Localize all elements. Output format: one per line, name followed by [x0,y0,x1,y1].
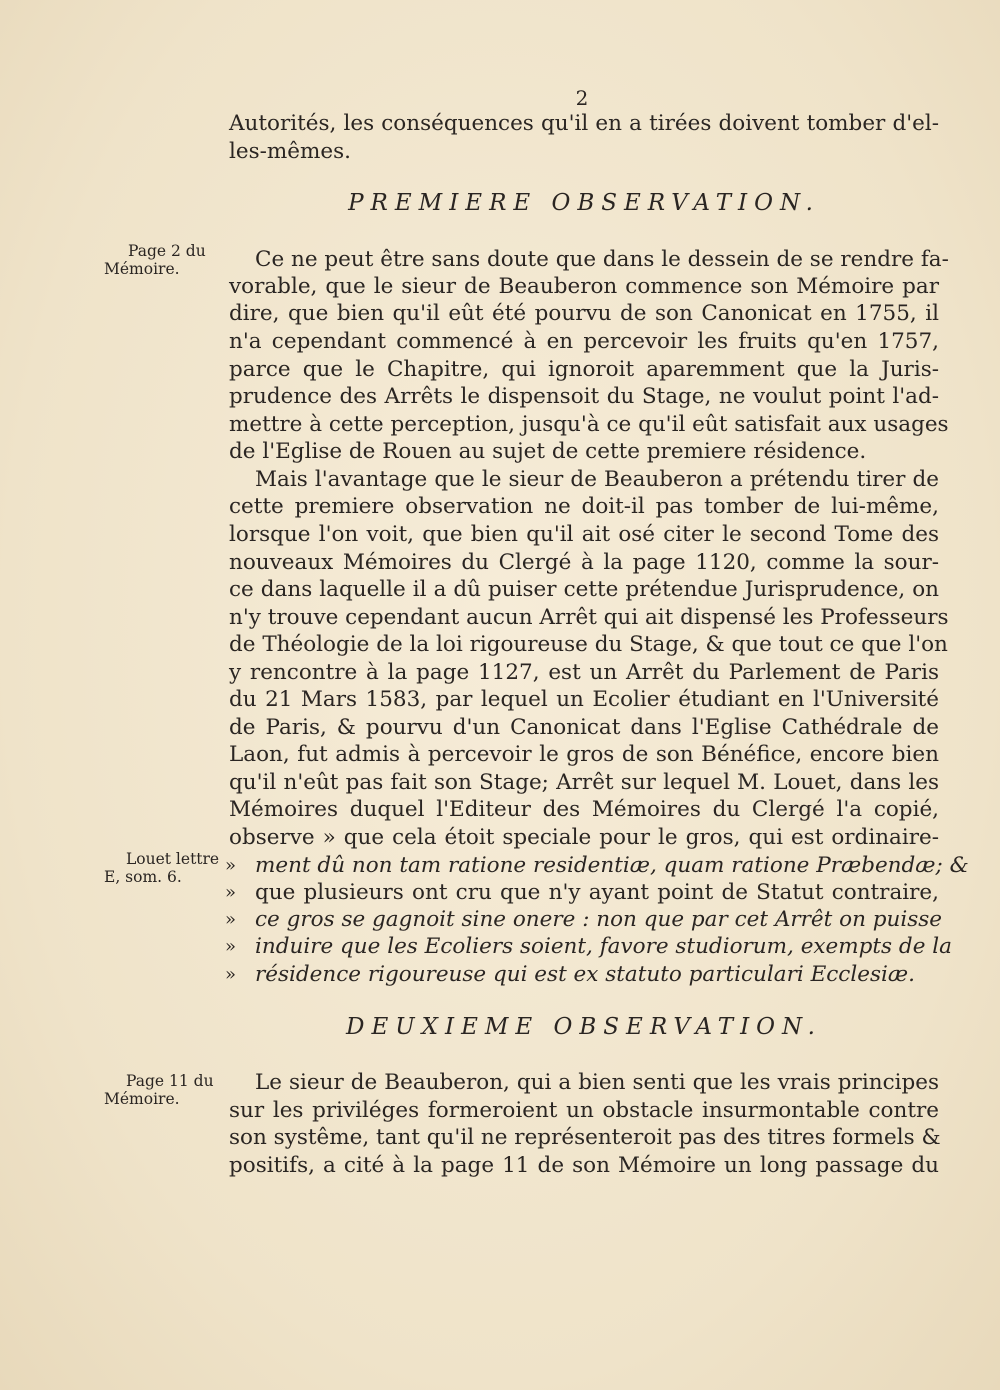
paragraph3-line-4: positifs, a cité à la page 11 de son Mémoire un long passage du [229,1153,939,1178]
paragraph2-line-13: Mémoires duquel l'Editeur des Mémoires du Clergé l'a copié, [229,797,939,822]
page-number: 2 [575,86,589,110]
paragraph1-line-1: Ce ne peut être sans doute que dans le dessein de se rendre fa- [255,247,949,272]
paragraph2-line-2: cette premiere observation ne doit-il pas tomber de lui-même, [229,494,939,519]
margin-note-page-11 [104,1072,224,1108]
paragraph1-line-7: mettre à cette perception, jusqu'à ce qu'il eût satisfait aux usages [229,412,949,437]
paragraph2-line-9: du 21 Mars 1583, par lequel un Ecolier étudiant en l'Université [229,687,939,712]
paragraph1-line-5: parce que le Chapitre, qui ignoroit aparemment que la Juris- [229,357,939,382]
paragraph2-line-6: n'y trouve cependant aucun Arrêt qui ait dispensé les Professeurs [229,605,949,630]
paragraph2-line-5: ce dans laquelle il a dû puiser cette prétendue Jurisprudence, on [229,577,939,602]
paragraph2-line-3: lorsque l'on voit, que bien qu'il ait osé citer le second Tome des [229,522,939,547]
quote-line-3: » ce gros se gagnoit sine onere : non que par cet Arrêt on puisse [225,907,943,932]
paragraph3-line-2: sur les priviléges formeroient un obstacle insurmontable contre [229,1098,939,1123]
paragraph2-line-8: y rencontre à la page 1127, est un Arrêt du Parlement de Paris [229,660,939,685]
quote-mark: » [225,936,237,957]
margin-note-line: E, som. 6. [104,868,182,886]
paragraph3-line-3: son systême, tant qu'il ne représenteroit pas des titres formels & [229,1125,941,1150]
paragraph2-line-1: Mais l'avantage que le sieur de Beauberon a prétendu tirer de [255,467,939,492]
paragraph1-line-6: prudence des Arrêts le dispensoit du Stage, ne voulut point l'ad- [229,384,939,409]
paragraph1-line-3: dire, que bien qu'il eût été pourvu de son Canonicat en 1755, il [229,301,939,326]
paragraph1-line-8: de l'Eglise de Rouen au sujet de cette premiere résidence. [229,439,867,464]
paragraph2-line-7: de Théologie de la loi rigoureuse du Stage, & que tout ce que l'on [229,632,948,657]
margin-note-line: Page 2 du [128,242,206,260]
heading-second-observation: DEUXIEME OBSERVATION. [346,1014,822,1040]
quote-mark: » [225,882,237,903]
paragraph1-line-2: vorable, que le sieur de Beauberon commence son Mémoire par [229,274,939,299]
quote-line-2: » que plusieurs ont cru que n'y ayant point de Statut contraire, [225,880,939,905]
paragraph2-line-4: nouveaux Mémoires du Clergé à la page 1120, comme la sour- [229,550,939,575]
margin-note-line: Page 11 du [126,1072,214,1090]
margin-note-line: Mémoire. [104,1090,180,1108]
margin-note-louet [104,850,224,886]
quote-line-1: » ment dû non tam ratione residentiæ, quam ratione Præbendæ; & [225,853,969,878]
margin-note-line: Louet lettre [126,850,220,868]
quote-line-5: » résidence rigoureuse qui est ex statuto particulari Ecclesiæ. [225,962,915,987]
intro-line-2: les-mêmes. [229,139,351,164]
paragraph2-line-12: qu'il n'eût pas fait son Stage; Arrêt sur lequel M. Louet, dans les [229,770,939,795]
quote-line-4: » induire que les Ecoliers soient, favore studiorum, exempts de la [225,934,952,959]
quote-mark: » [225,909,237,930]
paragraph3-line-1: Le sieur de Beauberon, qui a bien senti que les vrais principes [255,1070,939,1095]
paragraph2-line-14: observe » que cela étoit speciale pour le gros, qui est ordinaire- [229,825,939,850]
paragraph1-line-4: n'a cependant commencé à en percevoir les fruits qu'en 1757, [229,329,939,354]
intro-line-1: Autorités, les conséquences qu'il en a tirées doivent tomber d'el- [229,111,939,136]
paragraph2-line-11: Laon, fut admis à percevoir le gros de son Bénéfice, encore bien [229,742,939,767]
heading-first-observation: PREMIERE OBSERVATION. [348,190,820,216]
quote-mark: » [225,855,237,876]
margin-note-page-2 [104,242,224,278]
paragraph2-line-10: de Paris, & pourvu d'un Canonicat dans l'Eglise Cathédrale de [229,715,939,740]
quote-mark: » [225,964,237,985]
margin-note-line: Mémoire. [104,260,180,278]
